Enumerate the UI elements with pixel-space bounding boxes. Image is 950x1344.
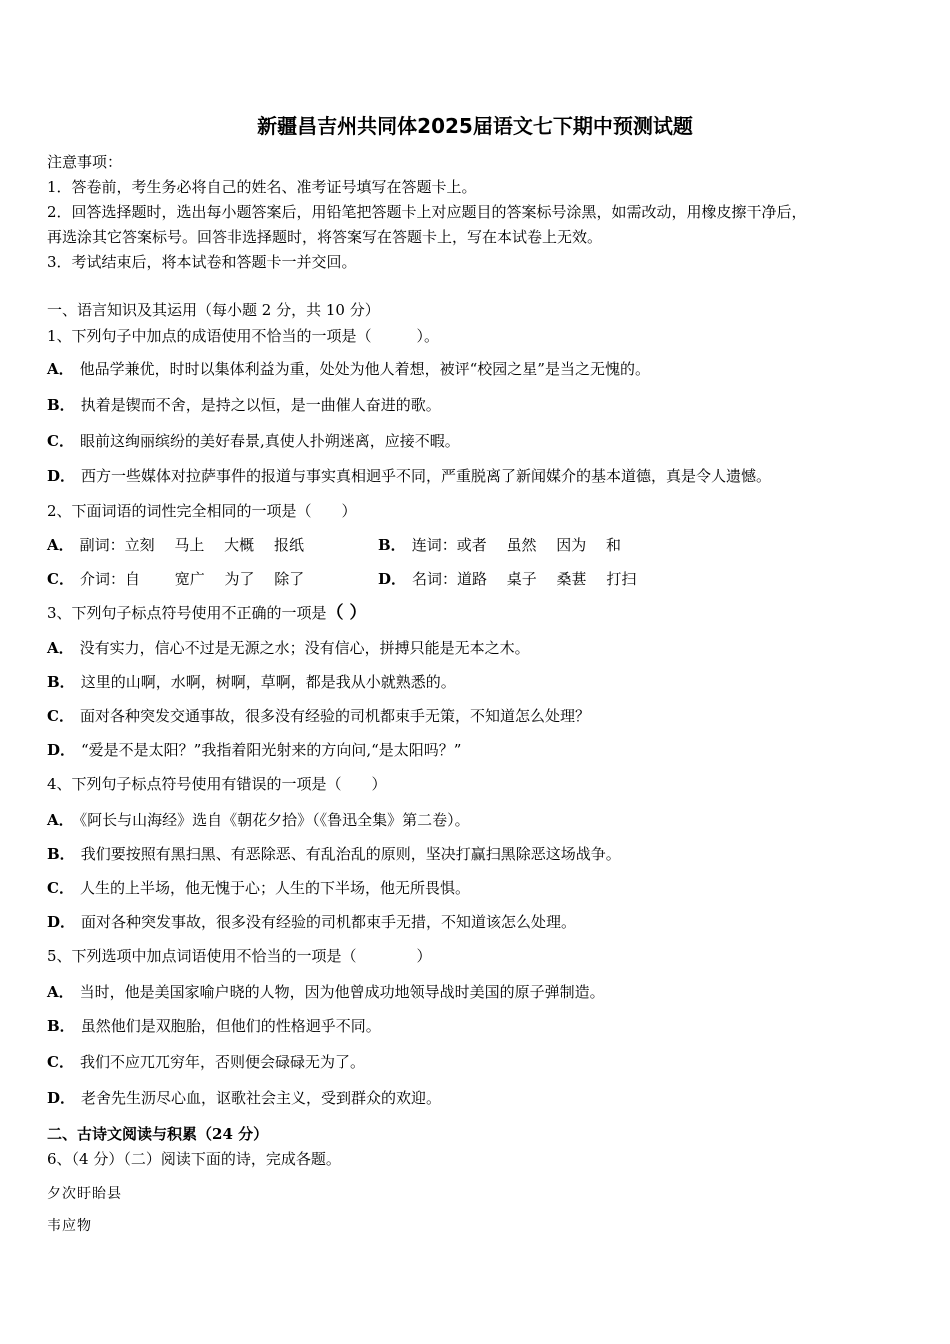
option-d	[47, 1088, 441, 1108]
option-text: 老舍先生沥尽心血，讴歌社会主义，受到群众的欢迎。	[81, 1089, 442, 1107]
option-c	[47, 570, 304, 588]
option-text: 人生的上半场，他无愧于心；人生的下半场，他无所畏惧。	[79, 879, 470, 897]
option-text: 执着是锲而不舍，是持之以恒，是一曲催人奋进的歌。	[80, 396, 441, 414]
option-label: A．	[47, 536, 74, 554]
option-text: “爱是不是太阳？”我指着阳光射来的方向问,“是太阳吗？”	[81, 741, 462, 759]
option-text: 我们要按照有黑扫黑、有恶除恶、有乱治乱的原则，坚决打赢扫黑除恶这场战争。	[80, 845, 621, 863]
option-label: A．	[47, 360, 74, 378]
option-text: 虽然他们是双胞胎，但他们的性格迥乎不同。	[80, 1017, 381, 1035]
page-title: 新疆昌吉州共同体2025届语文七下期中预测试题	[257, 114, 693, 138]
option-label: C．	[47, 1053, 74, 1071]
notice-item: 再选涂其它答案标号。回答非选择题时，将答案写在答题卡上，写在本试卷上无效。	[47, 228, 603, 246]
option-label: C．	[47, 707, 74, 725]
option-label: A．	[47, 811, 74, 829]
option-text: 介词：自 宽广 为了 除了	[79, 570, 305, 588]
option-d	[47, 912, 576, 932]
option-text: 他品学兼优，时时以集体利益为重，处处为他人着想，被评“校园之星”是当之无愧的。	[79, 360, 650, 378]
option-label: B．	[47, 396, 75, 414]
option-label: C．	[47, 879, 74, 897]
option-label: D．	[47, 467, 76, 485]
option-label: B．	[47, 673, 75, 691]
option-c	[47, 706, 590, 726]
option-d	[47, 740, 461, 760]
option-text: 面对各种突发事故，很多没有经验的司机都束手无措，不知道该怎么处理。	[81, 913, 577, 931]
option-label: D．	[47, 741, 76, 759]
question-stem	[47, 603, 366, 623]
option-b	[47, 395, 441, 415]
option-text: 当时，他是美国家喻户晓的人物，因为他曾成功地领导战时美国的原子弹制造。	[79, 983, 605, 1001]
option-label: C．	[47, 570, 74, 588]
option-b	[47, 844, 621, 864]
option-text: 《阿长与山海经》选自《朝花夕拾》（《鲁迅全集》第二卷）。	[79, 811, 470, 829]
option-row	[47, 535, 907, 555]
notice-heading: 注意事项：	[47, 153, 123, 171]
question-stem: 5、下列选项中加点词语使用不恰当的一项是（ ）	[47, 947, 432, 965]
option-label: D．	[378, 570, 407, 588]
option-c	[47, 878, 470, 898]
option-a	[47, 982, 605, 1002]
option-label: A．	[47, 983, 74, 1001]
option-label: B．	[47, 1017, 75, 1035]
option-text: 西方一些媒体对拉萨事件的报道与事实真相迥乎不同，严重脱离了新闻媒介的基本道德，真是令人遗憾。	[81, 467, 772, 485]
option-c	[47, 1052, 365, 1072]
section-heading: 一、语言知识及其运用（每小题 2 分，共 10 分）	[47, 301, 380, 319]
notice-item: 1．答卷前，考生务必将自己的姓名、准考证号填写在答题卡上。	[47, 178, 477, 196]
option-b	[378, 535, 621, 555]
option-a	[47, 359, 650, 379]
option-b	[47, 672, 456, 692]
option-b	[47, 1016, 381, 1036]
option-text: 名词：道路 桌子 桑葚 打扫	[412, 570, 637, 588]
question-stem: 4、下列句子标点符号使用有错误的一项是（ ）	[47, 775, 387, 793]
option-label: D．	[47, 1089, 76, 1107]
option-label: B．	[47, 845, 75, 863]
option-c	[47, 431, 460, 451]
option-d	[378, 569, 636, 589]
option-row	[47, 569, 907, 589]
option-label: C．	[47, 432, 74, 450]
option-text: 连词：或者 虽然 因为 和	[411, 536, 621, 554]
option-text: 面对各种突发交通事故，很多没有经验的司机都束手无策，不知道怎么处理？	[79, 707, 590, 725]
question-stem: 1、下列句子中加点的成语使用不恰当的一项是（ ）。	[47, 327, 440, 345]
option-a	[47, 536, 304, 554]
notice-item: 2．回答选择题时，选出每小题答案后，用铅笔把答题卡上对应题目的答案标号涂黑，如需改动，用橡皮擦干净后，	[47, 203, 807, 221]
option-text: 这里的山啊，水啊，树啊，草啊，都是我从小就熟悉的。	[80, 673, 456, 691]
option-text: 没有实力，信心不过是无源之水；没有信心，拼搏只能是无本之木。	[79, 639, 530, 657]
option-text: 副词：立刻 马上 大概 报纸	[79, 536, 304, 554]
option-a	[47, 810, 470, 830]
option-label: D．	[47, 913, 76, 931]
poem-title: 夕次盱眙县	[47, 1186, 122, 1202]
section-heading: 二、古诗文阅读与积累（24 分）	[47, 1125, 269, 1143]
option-a	[47, 638, 530, 658]
question-stem: 6、（4 分）（二）阅读下面的诗，完成各题。	[47, 1150, 341, 1168]
option-text: 眼前这绚丽缤纷的美好春景,真使人扑朔迷离，应接不暇。	[79, 432, 460, 450]
question-stem: 2、下面词语的词性完全相同的一项是（ ）	[47, 502, 357, 520]
option-d	[47, 466, 771, 486]
question-stem-text: 3、下列句子标点符号使用不正确的一项是	[47, 604, 327, 622]
option-text: 我们不应兀兀穷年，否则便会碌碌无为了。	[79, 1053, 365, 1071]
option-label: A．	[47, 639, 74, 657]
answer-paren: （ ）	[326, 603, 367, 623]
notice-item: 3．考试结束后，将本试卷和答题卡一并交回。	[47, 253, 357, 271]
option-label: B．	[378, 536, 406, 554]
poem-author: 韦应物	[47, 1218, 92, 1234]
